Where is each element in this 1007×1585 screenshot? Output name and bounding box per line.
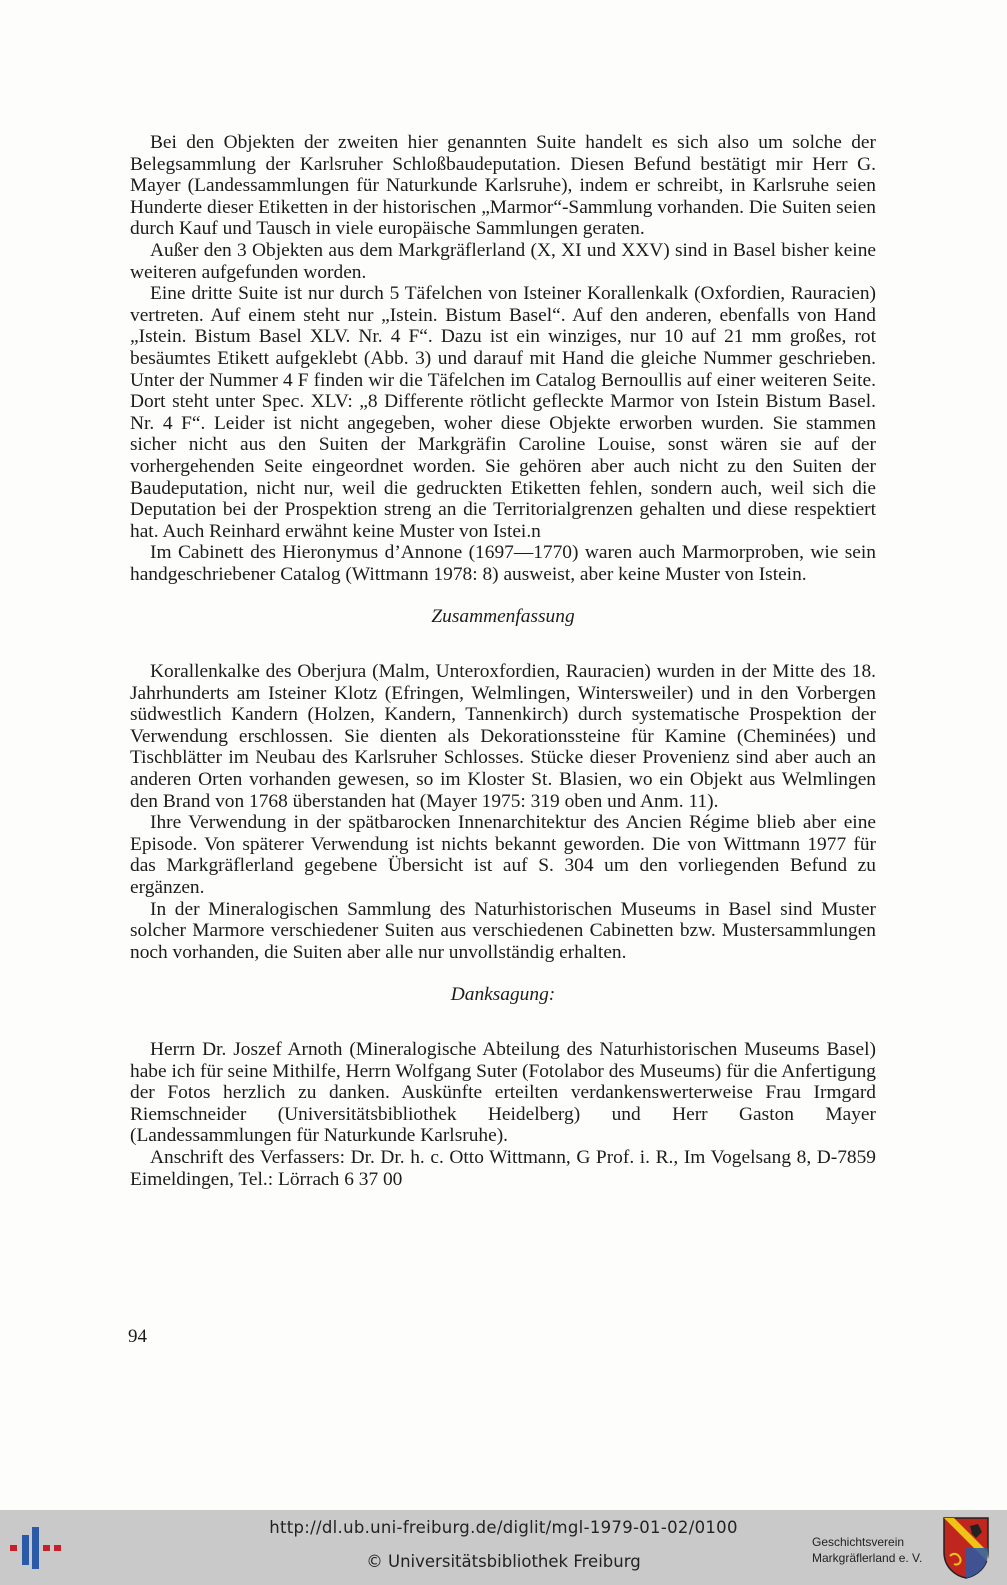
paragraph: Ihre Verwendung in der spätbarocken Innenarchitektur des Ancien Régime blieb aber eine Episode. Von späterer Verwendung ist nichts bekannt geworden. Die von Wittmann 1977 für das Markgräflerland gegebene Übersicht ist auf S. 304 um den vorliegenden Befund zu ergänzen.	[130, 812, 876, 898]
document-url-link[interactable]: http://dl.ub.uni-freiburg.de/diglit/mgl-1979-01-02/0100	[269, 1518, 738, 1537]
copyright-text: © Universitätsbibliothek Freiburg	[366, 1552, 641, 1571]
body-text	[130, 132, 876, 1190]
paragraph: Herrn Dr. Joszef Arnoth (Mineralogische Abteilung des Naturhistorischen Museums Basel) habe ich für seine Mithilfe, Herrn Wolfgang Suter (Fotolabor des Museums) für die Anfertigung der Fotos herzlich zu danken. Auskünfte erteilten verdankenswerterweise Frau Irmgard Riemschneider (Universitätsbibliothek Heidelberg) und Herr Gaston Mayer (Landessammlungen für Naturkunde Karlsruhe).	[130, 1038, 876, 1147]
paragraph: In der Mineralogischen Sammlung des Naturhistorischen Museums in Basel sind Muster solcher Marmore verschiedener Suiten aus verschiedenen Cabinetten bzw. Mustersammlungen noch vorhanden, die Suiten aber alle nur unvollständig erhalten.	[130, 898, 876, 963]
paragraph: Im Cabinett des Hieronymus d’Annone (1697—1770) waren auch Marmorproben, wie sein handgeschriebener Catalog (Wittmann 1978: 8) ausweist, aber keine Muster von Istein.	[130, 542, 876, 585]
paragraph: Außer den 3 Objekten aus dem Markgräflerland (X, XI und XXV) sind in Basel bisher keine weiteren aufgefunden worden.	[130, 239, 876, 283]
coat-of-arms-icon[interactable]	[942, 1516, 990, 1580]
paragraph: Bei den Objekten der zweiten hier genannten Suite handelt es sich also um solche der Belegsammlung der Karlsruher Schloßbaudeputation. Diesen Befund bestätigt mir Herr G. Mayer (Landessammlungen für Naturkunde Karlsruhe), indem er schreibt, in Karlsruhe seien Hunderte dieser Etiketten in der historischen „Marmor“-Sammlung vorhanden. Die Suiten seien durch Kauf und Tausch in viele europäische Sammlungen geraten.	[130, 132, 876, 240]
footer-bar	[0, 1510, 1007, 1585]
paragraph: Korallenkalke des Oberjura (Malm, Unteroxfordien, Rauracien) wurden in der Mitte des 18. Jahrhunderts am Isteiner Klotz (Efringen, Welmlingen, Wintersweiler) und in den Vorbergen südwestlich Kandern (Holzen, Kandern, Tannenkirch) durch systematische Prospektion der Verwendung erschlossen. Sie dienten als Dekorationssteine für Kamine (Cheminées) und Tischblätter im Neubau des Karlsruher Schlosses. Stücke dieser Provenienz sind aber auch an anderen Orten vorhanden gewesen, so im Kloster St. Blasien, wo ein Objekt aus Welmlingen den Brand von 1768 überstanden hat (Mayer 1975: 319 oben und Anm. 11).	[130, 661, 876, 812]
section-heading-zusammenfassung: Zusammenfassung	[431, 606, 575, 628]
society-name	[812, 1534, 922, 1566]
section-heading-danksagung: Danksagung:	[450, 984, 556, 1006]
page-number: 94	[128, 1326, 147, 1347]
paragraph: Anschrift des Verfassers: Dr. Dr. h. c. Otto Wittmann, G Prof. i. R., Im Vogelsang 8, D-7859 Eimeldingen, Tel.: Lörrach 6 37 00	[130, 1146, 876, 1190]
paragraph: Eine dritte Suite ist nur durch 5 Täfelchen von Isteiner Korallenkalk (Oxfordien, Rauracien) vertreten. Auf einem steht nur „Istein. Bistum Basel“. Auf den anderen, ebenfalls von Hand „Istein. Bistum Basel XLV. Nr. 4 F“. Dazu ist ein winziges, nur 10 auf 21 mm großes, rot besäumtes Etikett aufgeklebt (Abb. 3) und darauf mit Hand die gleiche Nummer geschrieben. Unter der Nummer 4 F finden wir die Täfelchen im Catalog Bernoullis auf einer weiteren Seite. Dort steht unter Spec. XLV: „8 Differente rötlicht gefleckte Marmor von Istein Bistum Basel. Nr. 4 F“. Leider ist nicht angegeben, woher diese Objekte erworben wurden. Sie stammen sicher nicht aus den Suiten der Markgräfin Caroline Louise, sonst wären sie auf der vorhergehenden Seite eingeordnet worden. Sie gehören aber auch nicht zu den Suiten der Baudeputation, nicht nur, weil die gedruckten Etiketten fehlen, sondern auch, weil sich die Deputation bei der Prospektion streng an die Territorialgrenzen gehalten und diese respektiert hat. Auch Reinhard erwähnt keine Muster von Istei.n	[130, 283, 876, 542]
society-line: Geschichtsverein	[812, 1535, 905, 1549]
society-line: Markgräflerland e. V.	[812, 1551, 923, 1565]
